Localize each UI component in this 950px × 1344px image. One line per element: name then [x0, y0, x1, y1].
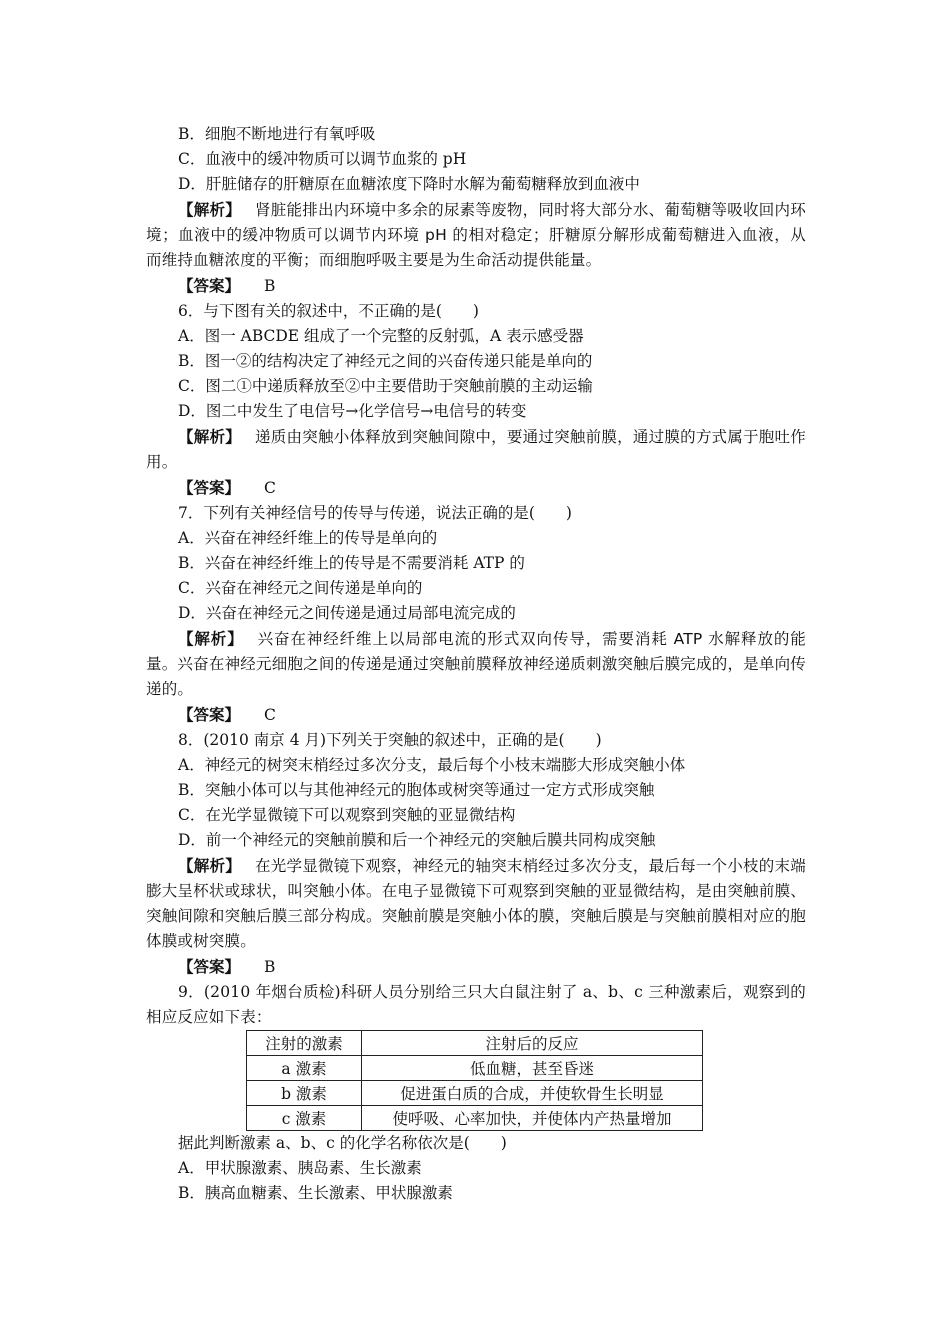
- q6-answer: [146, 475, 806, 501]
- analysis-label: 【解析】: [178, 427, 241, 446]
- answer-value: B: [264, 958, 276, 976]
- q9-stem: 9．(2010 年烟台质检)科研人员分别给三只大白鼠注射了 a、b、c 三种激素后，观察到的相应反应如下表：: [146, 983, 806, 1026]
- q7-analysis: [146, 626, 806, 702]
- table-row: [247, 1081, 703, 1106]
- analysis-label: 【解析】: [178, 856, 241, 875]
- answer-label: 【答案】: [178, 478, 241, 497]
- q5-analysis: [146, 197, 806, 273]
- q7-answer: [146, 702, 806, 728]
- table-header-cell: 注射的激素: [247, 1031, 362, 1056]
- table-header-cell: 注射后的反应: [362, 1031, 703, 1056]
- analysis-label: 【解析】: [178, 629, 244, 648]
- answer-value: B: [264, 277, 276, 295]
- q7-option-b: B．兴奋在神经纤维上的传导是不需要消耗 ATP 的: [178, 554, 525, 572]
- table-cell: b 激素: [247, 1081, 362, 1106]
- q9-option-a: A．甲状腺激素、胰岛素、生长激素: [178, 1159, 422, 1177]
- q8-option-b: B．突触小体可以与其他神经元的胞体或树突等通过一定方式形成突触: [178, 781, 655, 799]
- q8-answer: [146, 954, 806, 980]
- table-cell: c 激素: [247, 1106, 362, 1131]
- q6-option-c: C．图二①中递质释放至②中主要借助于突触前膜的主动运输: [178, 377, 593, 395]
- document-page: [146, 122, 806, 1206]
- q9-question: 据此判断激素 a、b、c 的化学名称依次是( ): [178, 1134, 507, 1152]
- q7-option-a: A．兴奋在神经纤维上的传导是单向的: [178, 529, 438, 547]
- analysis-text: 递质由突触小体释放到突触间隙中，要通过突触前膜，通过膜的方式属于胞吐作用。: [146, 428, 806, 471]
- answer-label: 【答案】: [178, 957, 241, 976]
- q5-option-b: B．细胞不断地进行有氧呼吸: [178, 125, 376, 143]
- q7-stem: 7．下列有关神经信号的传导与传递，说法正确的是( ): [178, 504, 572, 522]
- analysis-text: 肾脏能排出内环境中多余的尿素等废物，同时将大部分水、葡萄糖等吸收回内环境；血液中的缓冲物质可以调节内环境 pH 的相对稳定；肝糖原分解形成葡萄糖进入血液，从而维持血糖浓度的平衡；而细胞呼吸主要是为生命活动提供能量。: [146, 201, 806, 269]
- q6-option-d: D．图二中发生了电信号→化学信号→电信号的转变: [178, 402, 527, 420]
- q5-option-c: C．血液中的缓冲物质可以调节血浆的 pH: [178, 150, 467, 168]
- table-row: [247, 1056, 703, 1081]
- q6-option-b: B．图一②的结构决定了神经元之间的兴奋传递只能是单向的: [178, 352, 593, 370]
- table-row: [247, 1106, 703, 1131]
- q8-option-c: C．在光学显微镜下可以观察到突触的亚显微结构: [178, 806, 516, 824]
- q6-analysis: [146, 424, 806, 475]
- q9-option-b: B．胰高血糖素、生长激素、甲状腺激素: [178, 1184, 453, 1202]
- answer-label: 【答案】: [178, 705, 241, 724]
- q8-analysis: [146, 853, 806, 954]
- q8-option-d: D．前一个神经元的突触前膜和后一个神经元的突触后膜共同构成突触: [178, 831, 656, 849]
- analysis-label: 【解析】: [178, 200, 241, 219]
- table-header-row: [247, 1031, 703, 1056]
- q5-option-d: D．肝脏储存的肝糖原在血糖浓度下降时水解为葡萄糖释放到血液中: [178, 175, 640, 193]
- analysis-text: 在光学显微镜下观察，神经元的轴突末梢经过多次分支，最后每一个小枝的末端膨大呈杯状或球状，叫突触小体。在电子显微镜下可观察到突触的亚显微结构，是由突触前膜、突触间隙和突触后膜三部分构成。突触前膜是突触小体的膜，突触后膜是与突触前膜相对应的胞体膜或树突膜。: [146, 857, 806, 950]
- q8-option-a: A．神经元的树突末梢经过多次分支，最后每个小枝末端膨大形成突触小体: [178, 756, 686, 774]
- q6-stem: 6．与下图有关的叙述中，不正确的是( ): [178, 302, 479, 320]
- analysis-text: 兴奋在神经纤维上以局部电流的形式双向传导，需要消耗 ATP 水解释放的能量。兴奋在神经元细胞之间的传递是通过突触前膜释放神经递质刺激突触后膜完成的，是单向传递的。: [146, 630, 806, 698]
- table-cell: 低血糖，甚至昏迷: [362, 1056, 703, 1081]
- table-cell: 促进蛋白质的合成，并使软骨生长明显: [362, 1081, 703, 1106]
- q5-answer: [146, 273, 806, 299]
- hormone-table: [246, 1030, 703, 1131]
- table-cell: 使呼吸、心率加快，并使体内产热量增加: [362, 1106, 703, 1131]
- table-cell: a 激素: [247, 1056, 362, 1081]
- answer-value: C: [264, 706, 276, 724]
- q8-stem: 8．(2010 南京 4 月)下列关于突触的叙述中，正确的是( ): [178, 731, 602, 749]
- q6-option-a: A．图一 ABCDE 组成了一个完整的反射弧，A 表示感受器: [178, 327, 584, 345]
- q7-option-d: D．兴奋在神经元之间传递是通过局部电流完成的: [178, 604, 516, 622]
- q7-option-c: C．兴奋在神经元之间传递是单向的: [178, 579, 423, 597]
- answer-label: 【答案】: [178, 276, 241, 295]
- answer-value: C: [264, 479, 276, 497]
